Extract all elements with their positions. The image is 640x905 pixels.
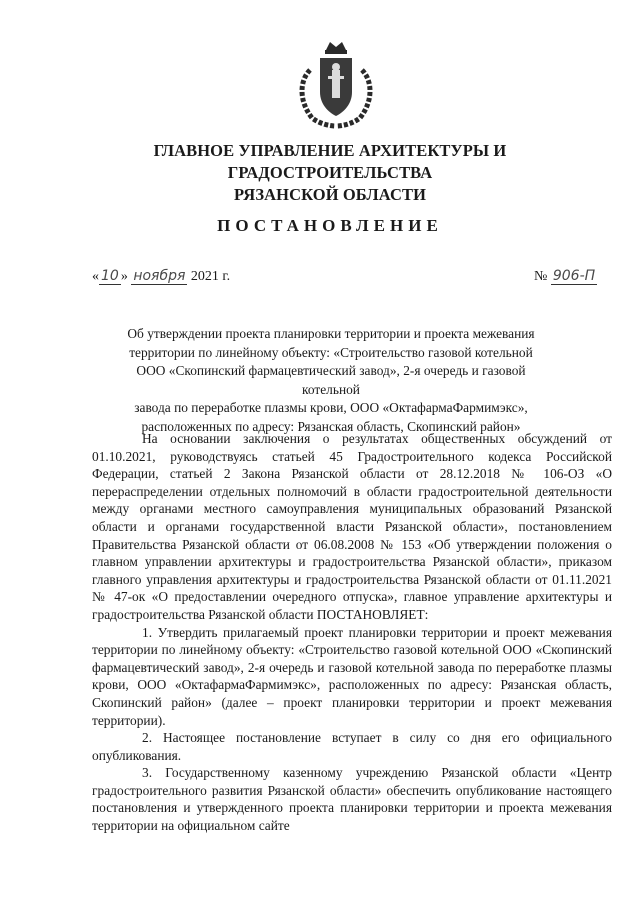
- ryazan-coat-of-arms-icon: [290, 40, 382, 130]
- organization-name: [60, 140, 600, 206]
- organization-name-line2: РЯЗАНСКОЙ ОБЛАСТИ: [233, 185, 427, 204]
- document-date: [92, 268, 230, 285]
- preamble-paragraph: На основании заключения о результатах общественных обсуждений от 01.10.2021, руководствуясь статьей 45 Градостроительного кодекса Российской Федерации, статьей 2 Закона Рязанской области от 28.12.2018 № 106-ОЗ «О перераспределении отдельных полномочий в области градостроительной деятельности между органами местного самоуправления муниципальных образований Рязанской области и органами государственной власти Рязанской области», постановлением Правительства Рязанской области от 06.08.2008 № 153 «Об утверждении положения о главном управлении архитектуры и градостроительства Рязанской области», приказом главного управления архитектуры и градостроительства Рязанской области от 01.11.2021 № 47-ок «О предоставлении очередного отпуска», главное управление архитектуры и градостроительства Рязанской области ПОСТАНОВЛЯЕТ:: [92, 431, 612, 622]
- date-day: 10: [101, 268, 119, 284]
- clause-3: 3. Государственному казенному учреждению Рязанской области «Центр градостроительного развития Рязанской области» обеспечить опубликование настоящего постановления и утвержденного проекта планировки территории и проекта межевания территории на официальном сайте: [92, 765, 612, 834]
- title-line: ООО «Скопинский фармацевтический завод», 2-я очередь и газовой котельной: [136, 363, 526, 397]
- document-number: [534, 268, 597, 285]
- title-line: территории по линейному объекту: «Строительство газовой котельной: [129, 344, 533, 360]
- document-body: [92, 430, 612, 835]
- title-line: расположенных по адресу: Рязанская область, Скопинский район»: [141, 418, 521, 434]
- title-line: завода по переработке плазмы крови, ООО «ОктафармаФармимэкс»,: [134, 400, 528, 415]
- date-month: ноября: [133, 268, 186, 284]
- clause-1: 1. Утвердить прилагаемый проект планировки территории и проект межевания территории по линейному объекту: «Строительство газовой котельной ООО «Скопинский фармацевтический завод», 2-я очередь и газовой котельной завода по переработке плазмы крови, ООО «ОктафармаФармимэкс», расположенных по адресу: Рязанская область, Скопинский район» (далее – проект планировки территории и проект межевания территории).: [92, 624, 612, 728]
- number-value: 906-П: [552, 268, 596, 284]
- date-open-quote: «: [92, 269, 99, 284]
- organization-name-line1: ГЛАВНОЕ УПРАВЛЕНИЕ АРХИТЕКТУРЫ И ГРАДОСТРОИТЕЛЬСТВА: [153, 141, 507, 182]
- title-line: Об утверждении проекта планировки территории и проекта межевания: [127, 326, 535, 341]
- document-type: ПОСТАНОВЛЕНИЕ: [217, 216, 443, 235]
- date-year: 2021 г.: [190, 269, 231, 284]
- date-close-quote: »: [120, 269, 128, 284]
- number-prefix: №: [534, 269, 548, 284]
- clause-2: 2. Настоящее постановление вступает в силу со дня его официального опубликования.: [92, 730, 612, 763]
- document-title: [116, 325, 546, 436]
